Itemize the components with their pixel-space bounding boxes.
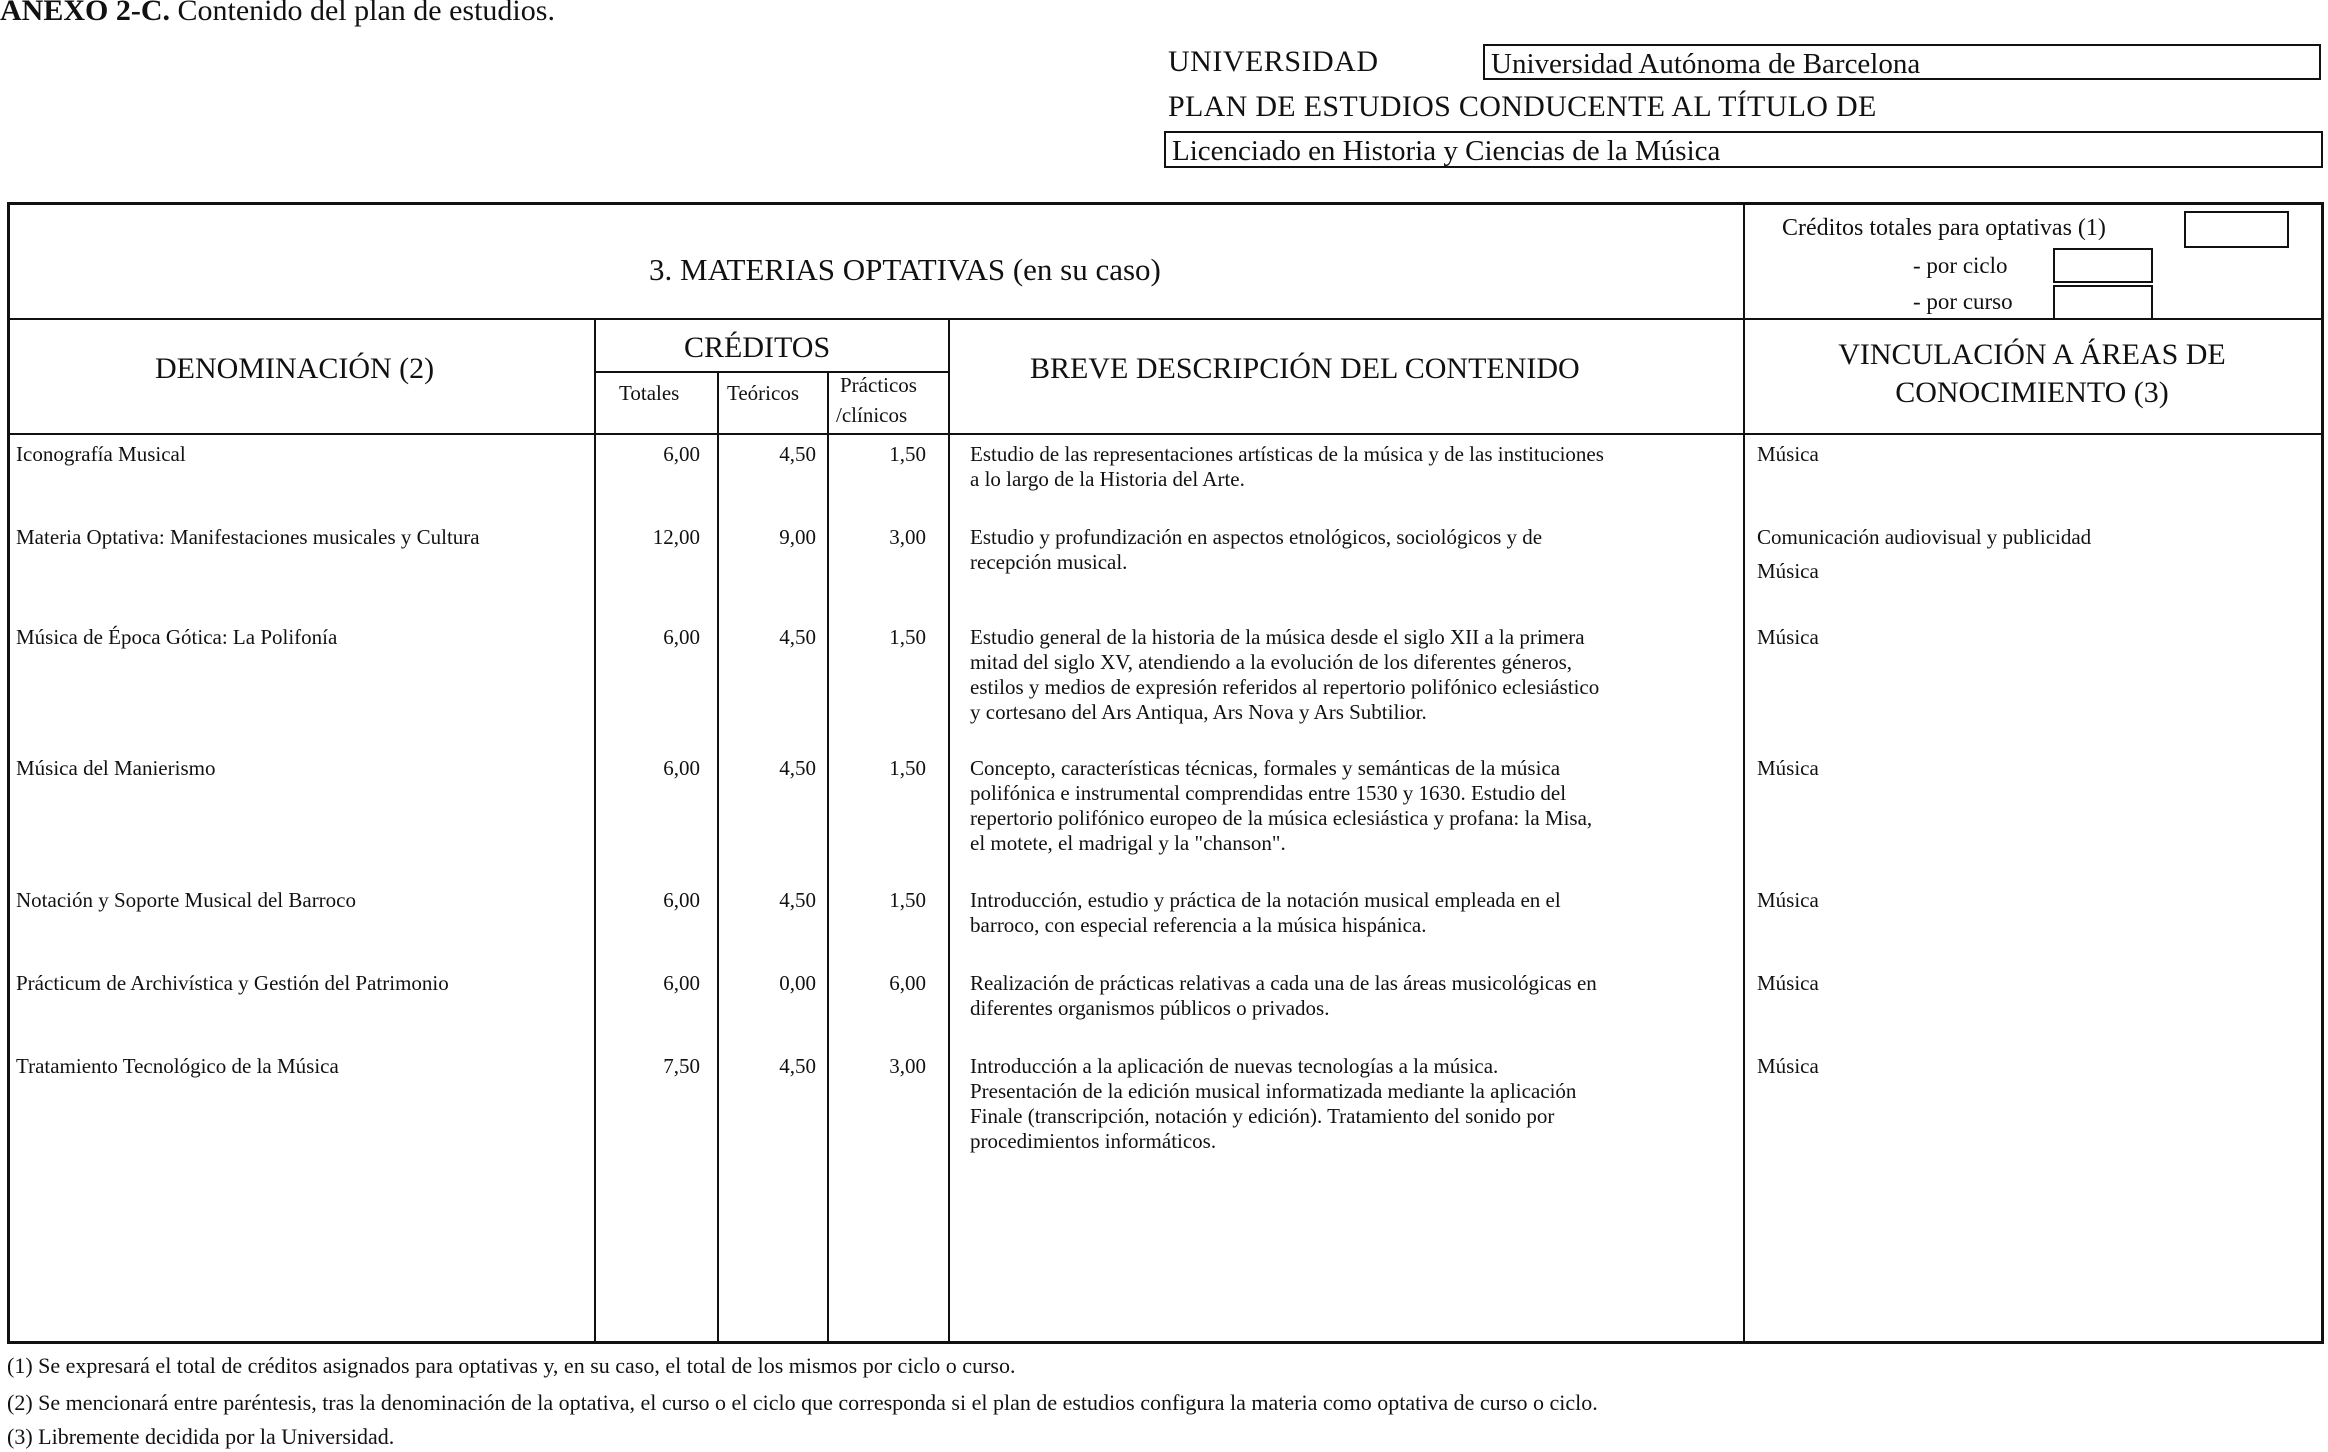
description-line: polifónica e instrumental comprendidas entre 1530 y 1630. Estudio del (970, 781, 1567, 805)
credits-teoricos: 4,50 (779, 442, 816, 466)
subject-name: Iconografía Musical (16, 442, 186, 466)
description-line: diferentes organismos públicos o privados. (970, 996, 1330, 1020)
knowledge-area: Música (1757, 559, 1819, 583)
knowledge-area: Música (1757, 442, 1819, 466)
knowledge-area: Música (1757, 971, 1819, 995)
header-clinicos: /clínicos (836, 403, 908, 427)
credits-practicos: 1,50 (889, 888, 926, 912)
description-line: recepción musical. (970, 550, 1128, 574)
footnote-3: (3) Libremente decidida por la Universidad. (7, 1424, 395, 1449)
description-line: Concepto, características técnicas, formales y semánticas de la música (970, 756, 1561, 780)
subject-name: Materia Optativa: Manifestaciones musicales y Cultura (16, 525, 480, 549)
column-divider-areas (1743, 202, 1745, 1344)
knowledge-area: Música (1757, 888, 1819, 912)
credits-practicos: 1,50 (889, 625, 926, 649)
header-divider (7, 318, 2324, 320)
description-line: Finale (transcripción, notación y edición). Tratamiento del sonido por (970, 1104, 1555, 1128)
credits-totales: 6,00 (663, 971, 700, 995)
subject-name: Notación y Soporte Musical del Barroco (16, 888, 356, 912)
credits-teoricos: 4,50 (779, 888, 816, 912)
credits-practicos: 6,00 (889, 971, 926, 995)
column-divider-teoricos (827, 371, 829, 1344)
description-line: procedimientos informáticos. (970, 1129, 1217, 1153)
credits-teoricos: 4,50 (779, 756, 816, 780)
knowledge-area: Música (1757, 756, 1819, 780)
header-totales: Totales (619, 381, 680, 405)
credits-practicos: 1,50 (889, 756, 926, 780)
annex-number: ANEXO 2-C. (0, 0, 170, 27)
footnote-1: (1) Se expresará el total de créditos asignados para optativas y, en su caso, el total de los mismos por ciclo o curso. (7, 1353, 1016, 1378)
total-credits-box (2184, 211, 2289, 248)
subject-name: Prácticum de Archivística y Gestión del Patrimonio (16, 971, 449, 995)
credits-teoricos: 4,50 (779, 1054, 816, 1078)
university-label: UNIVERSIDAD (1168, 45, 1379, 78)
subject-name: Música de Época Gótica: La Polifonía (16, 625, 338, 649)
credits-practicos: 3,00 (889, 1054, 926, 1078)
footnote-2: (2) Se mencionará entre paréntesis, tras la denominación de la optativa, el curso o el ciclo que corresponda si el plan de estudios configura la materia como optativa de curso o ciclo. (7, 1390, 1598, 1415)
header-denominacion: DENOMINACIÓN (2) (155, 352, 435, 385)
knowledge-area: Comunicación audiovisual y publicidad (1757, 525, 2092, 549)
degree-field: Licenciado en Historia y Ciencias de la Música (1164, 131, 2323, 168)
description-line: repertorio polifónico europeo de la música eclesiástica y profana: la Misa, (970, 806, 1593, 830)
annex-text: Contenido del plan de estudios. (170, 0, 555, 27)
credits-teoricos: 9,00 (779, 525, 816, 549)
university-field: Universidad Autónoma de Barcelona (1483, 44, 2321, 80)
knowledge-area: Música (1757, 1054, 1819, 1078)
description-line: estilos y medios de expresión referidos al repertorio polifónico eclesiástico (970, 675, 1600, 699)
per-course-label: - por curso (1913, 289, 2013, 314)
column-divider-denominacion (594, 318, 596, 1344)
description-line: y cortesano del Ars Antiqua, Ars Nova y Ars Subtilior. (970, 700, 1427, 724)
per-course-box (2053, 285, 2153, 320)
knowledge-area: Música (1757, 625, 1819, 649)
subject-name: Música del Manierismo (16, 756, 216, 780)
description-line: Estudio general de la historia de la música desde el siglo XII a la primera (970, 625, 1585, 649)
credits-totales: 6,00 (663, 625, 700, 649)
credits-totales: 7,50 (663, 1054, 700, 1078)
description-line: Presentación de la edición musical informatizada mediante la aplicación (970, 1079, 1577, 1103)
column-divider-totales (717, 371, 719, 1344)
header-creditos: CRÉDITOS (684, 331, 831, 364)
credits-practicos: 3,00 (889, 525, 926, 549)
column-divider-descripcion (948, 318, 950, 1344)
credits-teoricos: 0,00 (779, 971, 816, 995)
header-vinculacion-line2: CONOCIMIENTO (3) (1895, 376, 2169, 409)
section-title: 3. MATERIAS OPTATIVAS (en su caso) (649, 252, 1161, 287)
description-line: mitad del siglo XV, atendiendo a la evolución de los diferentes géneros, (970, 650, 1573, 674)
header-teoricos: Teóricos (727, 381, 800, 405)
credits-practicos: 1,50 (889, 442, 926, 466)
credits-totales: 6,00 (663, 888, 700, 912)
plan-label: PLAN DE ESTUDIOS CONDUCENTE AL TÍTULO DE (1168, 90, 1877, 123)
header-vinculacion (1746, 336, 2318, 412)
credits-totales: 6,00 (663, 442, 700, 466)
total-credits-label: Créditos totales para optativas (1) (1782, 215, 2106, 241)
header-vinculacion-line1: VINCULACIÓN A ÁREAS DE (1838, 338, 2226, 371)
description-line: barroco, con especial referencia a la música hispánica. (970, 913, 1427, 937)
description-line: Realización de prácticas relativas a cada una de las áreas musicológicas en (970, 971, 1597, 995)
per-cycle-box (2053, 248, 2153, 283)
description-line: el motete, el madrigal y la "chanson". (970, 831, 1286, 855)
description-line: Estudio y profundización en aspectos etnológicos, sociológicos y de (970, 525, 1543, 549)
credits-totales: 12,00 (652, 525, 700, 549)
header-descripcion: BREVE DESCRIPCIÓN DEL CONTENIDO (1030, 352, 1580, 385)
description-line: a lo largo de la Historia del Arte. (970, 467, 1245, 491)
description-line: Estudio de las representaciones artísticas de la música y de las instituciones (970, 442, 1604, 466)
annex-heading (0, 0, 555, 28)
header-practicos: Prácticos (840, 373, 917, 397)
subject-name: Tratamiento Tecnológico de la Música (16, 1054, 339, 1078)
description-line: Introducción, estudio y práctica de la notación musical empleada en el (970, 888, 1561, 912)
header-bottom-divider (7, 433, 2324, 435)
credits-totales: 6,00 (663, 756, 700, 780)
credits-teoricos: 4,50 (779, 625, 816, 649)
description-line: Introducción a la aplicación de nuevas tecnologías a la música. (970, 1054, 1499, 1078)
per-cycle-label: - por ciclo (1913, 253, 2008, 278)
